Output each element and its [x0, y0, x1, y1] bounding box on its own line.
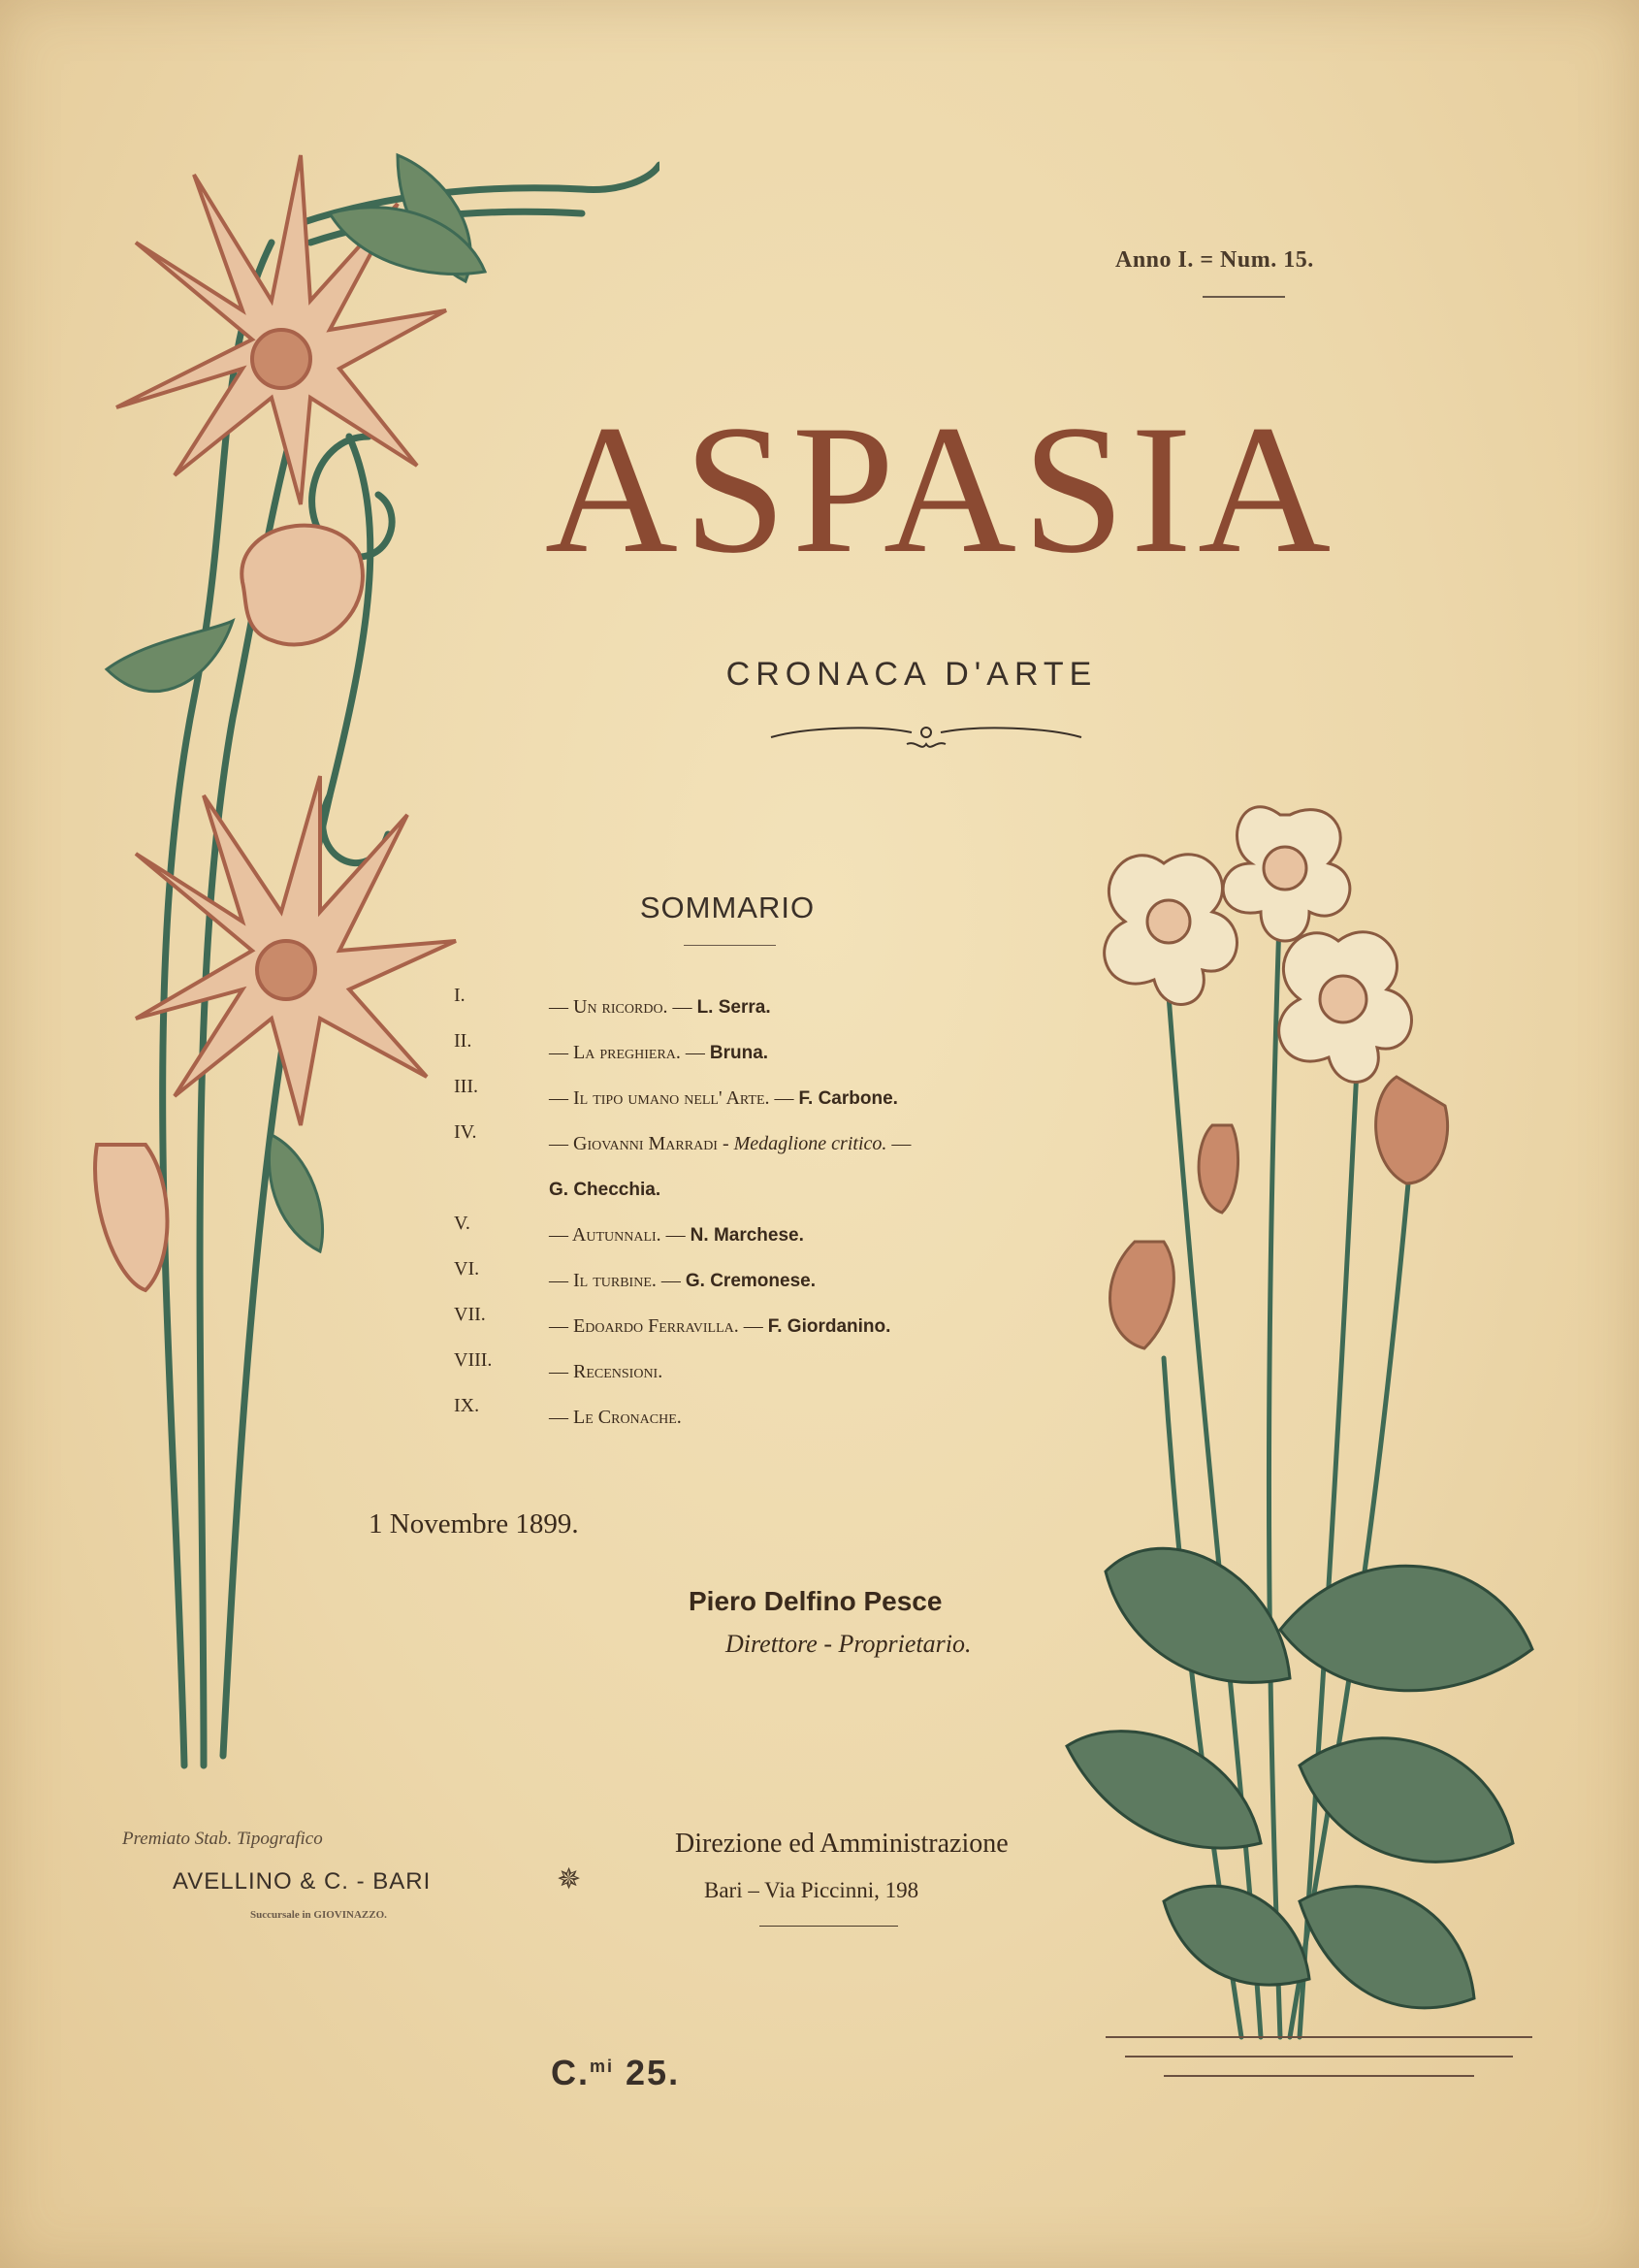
- item-number: VII.: [454, 1304, 486, 1325]
- contents-item: [454, 1349, 1055, 1395]
- price-value: 25.: [626, 2053, 681, 2092]
- admin-rule: [759, 1926, 898, 1927]
- contents-item: [454, 1076, 1055, 1121]
- contents-heading: SOMMARIO: [639, 891, 816, 924]
- item-title: — Le Cronache.: [549, 1407, 682, 1428]
- item-number: II.: [454, 1030, 472, 1052]
- price-sup: mi: [590, 2057, 615, 2076]
- item-title: — Recensioni.: [549, 1361, 663, 1382]
- item-author: G. Cremonese.: [685, 1271, 816, 1291]
- item-title: — Autunnali. —: [549, 1224, 686, 1246]
- item-author: N. Marchese.: [690, 1225, 804, 1246]
- contents-item: [454, 1258, 1055, 1304]
- item-title: — Edoardo Ferravilla. —: [549, 1315, 763, 1337]
- item-title: — La preghiera. —: [549, 1042, 705, 1063]
- printer-branch: Succursale in GIOVINAZZO.: [250, 1909, 387, 1921]
- director-role: Direttore - Proprietario.: [725, 1630, 972, 1658]
- admin-address: Bari – Via Piccinni, 198: [704, 1878, 919, 1902]
- left-floral-illustration: [78, 116, 659, 1814]
- issue-rule: [1203, 296, 1285, 298]
- contents-item: [454, 1213, 1055, 1258]
- printer-label: Premiato Stab. Tipografico: [122, 1829, 323, 1849]
- contents-rule: [684, 945, 776, 946]
- director-name: Piero Delfino Pesce: [689, 1586, 943, 1616]
- title-ornament: [766, 713, 1086, 761]
- issue-date: 1 Novembre 1899.: [369, 1508, 579, 1539]
- printer-name: AVELLINO & C. - BARI: [173, 1868, 432, 1895]
- item-title: — Giovanni Marradi -: [549, 1133, 729, 1154]
- item-number: I.: [454, 985, 466, 1006]
- item-author: F. Giordanino.: [767, 1316, 891, 1337]
- item-author: L. Serra.: [696, 997, 771, 1018]
- contents-item: [454, 1304, 1055, 1349]
- item-number: IX.: [454, 1395, 480, 1416]
- item-title: — Il turbine. —: [549, 1270, 681, 1291]
- item-number: VI.: [454, 1258, 480, 1280]
- item-title: — Un ricordo. —: [549, 996, 692, 1018]
- item-number: IV.: [454, 1121, 477, 1143]
- right-floral-illustration: [1047, 776, 1591, 2134]
- admin-heading: Direzione ed Amministrazione: [675, 1829, 1009, 1859]
- contents-item: [454, 1030, 1055, 1076]
- item-number: V.: [454, 1213, 470, 1234]
- issue-number: Anno I. = Num. 15.: [1115, 247, 1314, 273]
- masthead-subtitle: CRONACA D'ARTE: [725, 656, 1098, 693]
- contents-item: [454, 1121, 1055, 1213]
- contents-item: [454, 985, 1055, 1030]
- price: [551, 2053, 680, 2093]
- item-title: — Il tipo umano nell' Arte. —: [549, 1087, 794, 1109]
- item-author: G. Checchia.: [549, 1180, 661, 1200]
- item-dash: —: [891, 1133, 912, 1154]
- item-subtitle: Medaglione critico.: [733, 1133, 887, 1154]
- price-prefix: C.: [551, 2053, 590, 2092]
- star-ornament-icon: ✵: [557, 1863, 582, 1895]
- item-author: Bruna.: [709, 1043, 769, 1063]
- masthead-title: ASPASIA: [544, 388, 1337, 592]
- contents-list: [454, 985, 1055, 1441]
- item-number: VIII.: [454, 1349, 493, 1371]
- item-author: F. Carbone.: [798, 1088, 898, 1109]
- contents-item: [454, 1395, 1055, 1441]
- item-number: III.: [454, 1076, 478, 1097]
